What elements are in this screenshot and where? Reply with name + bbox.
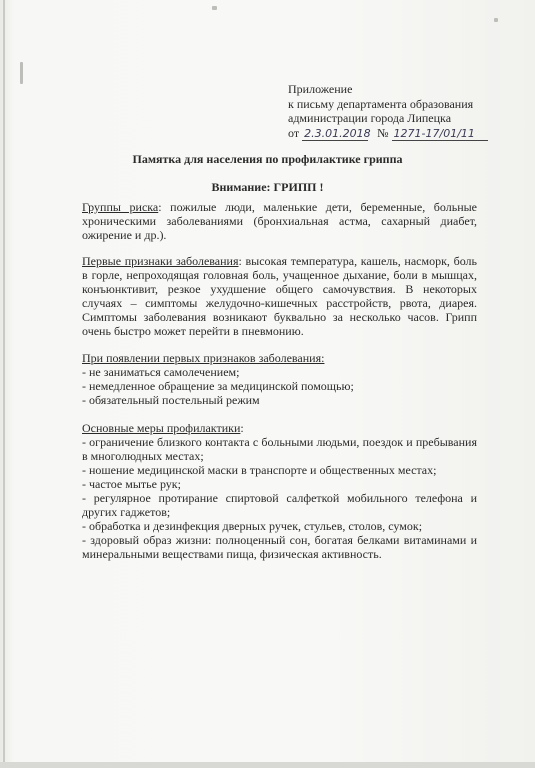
list-item: - ношение медицинской маски в транспорте и общественных местах; <box>82 463 437 477</box>
prevention-heading: Основные меры профилактики <box>82 421 241 435</box>
number-value: 1271-17/01/11 <box>392 128 488 141</box>
appendix-line: администрации города Липецка <box>288 111 452 125</box>
list-item: - ограничение близкого контакта с больными людьми, поездок и пребывания в многолюдных местах; <box>82 435 477 463</box>
risk-text: : пожилые люди, маленькие дети, беременные, больные хроническими заболеваниями (бронхиальная астма, сахарный диабет, ожирение и др.). <box>82 200 478 242</box>
list-item: - здоровый образ жизни: полноценный сон, богатая белками витаминами и минеральными веществами пища, физическая активность. <box>82 533 477 561</box>
symptoms-text: : высокая температура, кашель, насморк, боль в горле, непроходящая головная боль, учащенное дыхание, боли в мышцах, конъюнктивит, резкое ухудшение общего самочувствия. В некоторых случаях – симптомы желудочно-кишечных расстройств, рвота, диарея. Симптомы заболевания возникают буквально за несколько часов. Грипп очень быстро может перейти в пневмонию. <box>82 254 477 338</box>
list-item: - частое мытье рук; <box>82 477 181 491</box>
risk-heading: Группы риска <box>82 200 159 214</box>
scan-bottom-edge <box>0 762 535 768</box>
scan-mark <box>494 18 498 22</box>
appendix-block <box>288 82 518 141</box>
symptoms-heading: Первые признаки заболевания <box>82 254 239 268</box>
date-prefix: от <box>288 125 300 140</box>
scan-mark <box>20 62 23 84</box>
risk-section <box>82 200 477 242</box>
prevention-section <box>82 421 477 561</box>
document-title: Памятка для населения по профилактике гриппа <box>132 152 403 166</box>
list-item: - обязательный постельный режим <box>82 393 260 407</box>
scan-edge <box>3 0 5 768</box>
list-item: - регулярное протирание спиртовой салфеткой мобильного телефона и других гаджетов; <box>82 491 477 519</box>
list-item: - не заниматься самолечением; <box>82 365 240 379</box>
appendix-date-line <box>288 126 518 141</box>
symptoms-section <box>82 254 477 338</box>
first-signs-list <box>82 365 477 407</box>
date-value: 2.3.01.2018 <box>304 126 371 140</box>
list-item: - обработка и дезинфекция дверных ручек, стульев, столов, сумок; <box>82 519 423 533</box>
prevention-colon: : <box>240 421 244 435</box>
first-signs-heading: При появлении первых признаков заболевания: <box>82 351 325 365</box>
appendix-line: Приложение <box>288 82 353 96</box>
prevention-list <box>82 435 477 561</box>
attention-heading: Внимание: ГРИПП ! <box>211 180 324 194</box>
number-sign: № <box>377 125 389 140</box>
list-item: - немедленное обращение за медицинской помощью; <box>82 379 354 393</box>
appendix-line: к письму департамента образования <box>288 96 474 111</box>
scan-mark <box>212 6 217 10</box>
first-signs-section <box>82 351 477 407</box>
